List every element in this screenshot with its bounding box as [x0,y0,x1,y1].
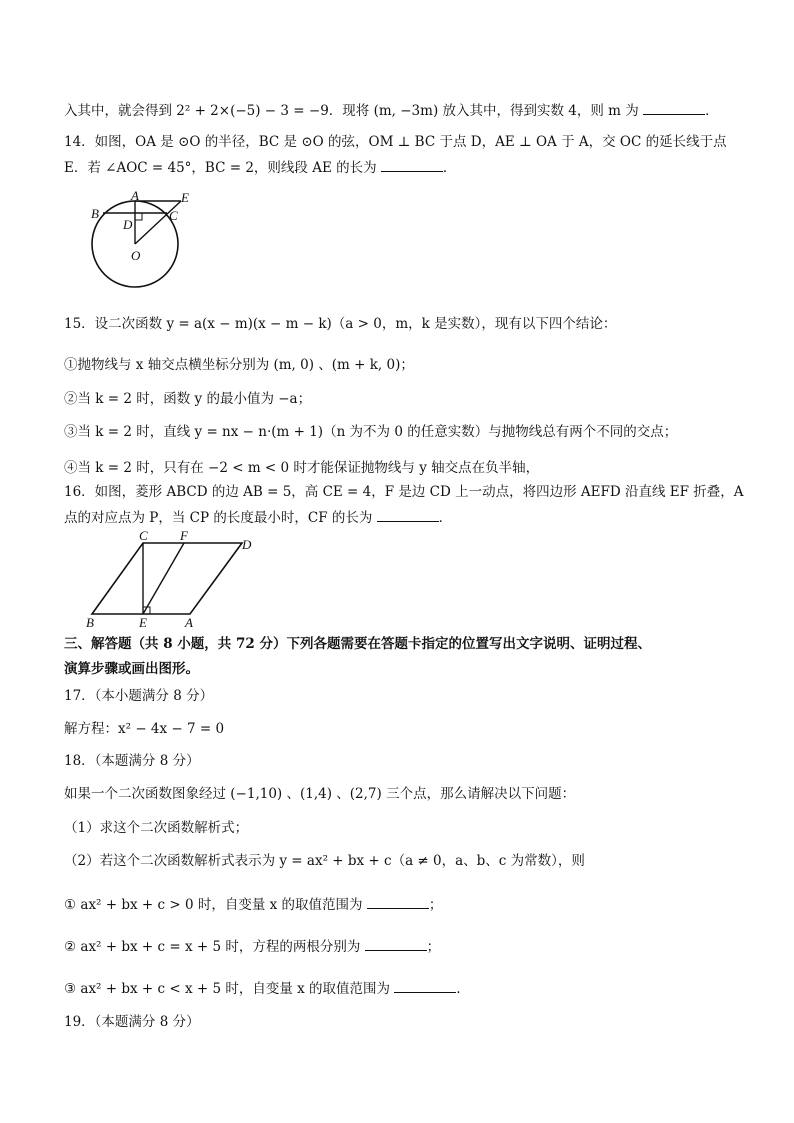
q15-item-2: ②当 k = 2 时，函数 y 的最小值为 −a； [64,391,312,407]
label-b: B [91,206,99,221]
q14-line2 [64,159,754,177]
section-3-heading-line2: 演算步骤或画出图形。 [64,661,199,677]
q15-item-1: ①抛物线与 x 轴交点横坐标分别为 (m, 0) 、(m + k, 0)； [64,357,414,373]
label-d: D [242,537,252,552]
right-angle-d [135,213,142,220]
label-c: C [139,528,148,543]
fold-line-ef [143,543,184,614]
q16-text: 点的对应点为 P，当 CP 的长度最小时，CF 的长为 [64,510,373,526]
q18-sub-a-semi: ； [428,897,443,913]
q14-text: E．若 ∠AOC = 45°，BC = 2，则线段 AE 的长为 [64,160,377,176]
q16-rhombus-figure [82,528,262,630]
q15-item-4: ④当 k = 2 时，只有在 −2 < m < 0 时才能保证抛物线与 y 轴交点在负半轴， [64,460,540,476]
q13-text: 入其中，就会得到 2² + 2×(−5) − 3 = −9．现将 (m, −3m) 放入其中，得到实数 4，则 m 为 [64,103,639,119]
q13-tail [64,102,754,120]
label-e: E [181,190,189,205]
q18-sub-a-text: ① ax² + bx + c > 0 时，自变量 x 的取值范围为 [64,897,363,913]
q14-end-dot: ． [442,160,457,176]
q18-sub-b-text: ② ax² + bx + c = x + 5 时，方程的两根分别为 [64,939,361,955]
label-f: F [180,528,188,543]
label-a: A [131,190,139,203]
q18-sub-a-blank[interactable] [367,896,429,909]
q19-title: 19．（本题满分 8 分） [64,1014,200,1030]
q18-part-2: （2）若这个二次函数解析式表示为 y = ax² + bx + c（a ≠ 0，a、b、c 为常数），则 [64,853,585,869]
q18-sub-c-dot: ． [456,981,470,997]
q18-part-1: （1）求这个二次函数解析式； [64,820,249,836]
q13-end-dot: ． [705,103,719,119]
q18-sub-c-blank[interactable] [394,980,456,993]
label-o: O [131,248,141,263]
q18-sub-b [64,938,754,956]
label-d: D [123,217,133,232]
q15-item-3: ③当 k = 2 时，直线 y = nx − n·(m + 1)（n 为不为 0 的任意实数）与抛物线总有两个不同的交点； [64,424,678,440]
label-c: C [169,208,178,223]
q16-end-dot: ． [438,510,453,526]
q13-answer-blank[interactable] [643,102,705,115]
q15-stem: 15．设二次函数 y = a(x − m)(x − m − k)（a > 0，m，k 是实数），现有以下四个结论： [64,316,617,332]
q16-line1: 16．如图，菱形 ABCD 的边 AB = 5，高 CE = 4，F 是边 CD 上一动点，将四边形 AEFD 沿直线 EF 折叠，A [64,484,744,500]
q14-answer-blank[interactable] [381,159,443,172]
q16-line2 [64,509,754,527]
section-3-heading-line1: 三、解答题（共 8 小题，共 72 分）下列各题需要在答题卡指定的位置写出文字说明、证明过程、 [64,636,651,652]
q17-title: 17．（本小题满分 8 分） [64,688,214,704]
q18-sub-c-text: ③ ax² + bx + c < x + 5 时，自变量 x 的取值范围为 [64,981,391,997]
q18-sub-a [64,896,754,914]
q18-stem: 如果一个二次函数图象经过 (−1,10) 、(1,4) 、(2,7) 三个点，那么请解决以下问题： [64,786,576,802]
label-a: A [185,615,193,630]
q18-sub-b-semi: ； [426,939,441,955]
q17-question: 解方程：x² − 4x − 7 = 0 [64,721,225,737]
q14-line1: 14．如图，OA 是 ⊙O 的半径，BC 是 ⊙O 的弦，OM ⊥ BC 于点 D，AE ⊥ OA 于 A，交 OC 的延长线于点 [64,134,727,150]
q18-sub-c [64,980,754,998]
q18-title: 18．（本题满分 8 分） [64,753,200,769]
label-b: B [86,615,94,630]
rhombus-abcd [92,543,242,614]
q18-sub-b-blank[interactable] [365,938,427,951]
q14-circle-figure [88,190,208,290]
label-e: E [139,615,147,630]
q16-answer-blank[interactable] [377,509,439,522]
